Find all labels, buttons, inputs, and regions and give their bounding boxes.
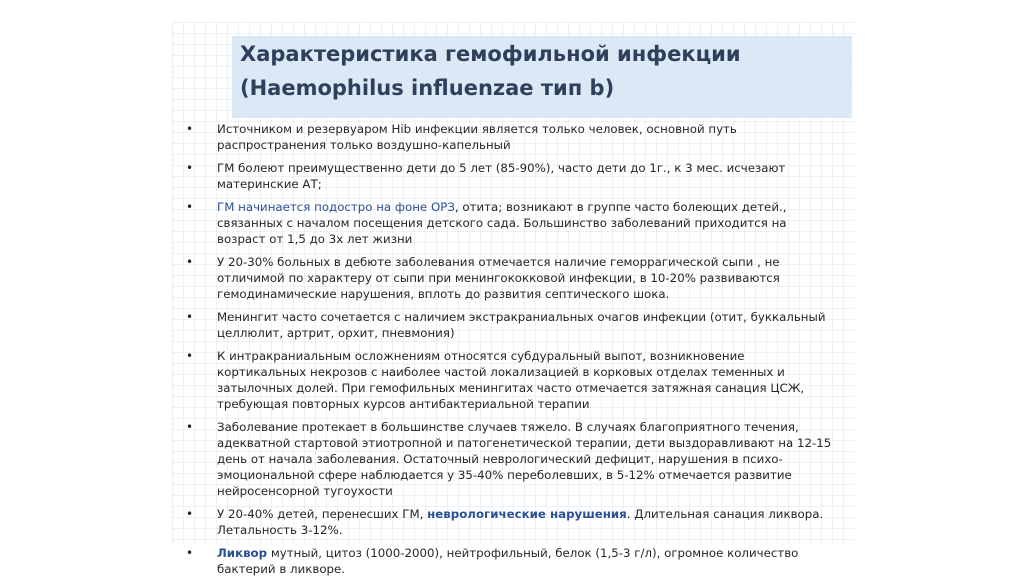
bullet-text-prefix: У 20-40% детей, перенесших ГМ, [217,507,428,521]
bullet-icon: • [186,507,194,521]
bullet-list [186,121,836,584]
bullet-icon: • [186,122,194,136]
bullet-item [186,121,836,153]
bullet-item [186,160,836,192]
bullet-item [186,348,836,412]
title-line-1: Характеристика гемофильной инфекции [240,42,741,66]
bullet-icon: • [186,546,194,560]
bullet-highlight: неврологические нарушения [427,507,627,521]
title-line-2: (Haemophilus influenzae тип b) [240,76,615,100]
bullet-text: Менингит часто сочетается с наличием экстракраниальных очагов инфекции (отит, буккальный целлюлит, артрит, орхит, пневмония) [217,310,826,340]
bullet-text: ГМ болеют преимущественно дети до 5 лет (85-90%), часто дети до 1г., к 3 мес. исчезают материнские АТ; [217,161,786,191]
bullet-icon: • [186,420,194,434]
bullet-icon: • [186,255,194,269]
bullet-text: Источником и резервуаром Hib инфекции является только человек, основной путь распространения только воздушно-капельный [217,122,737,152]
bullet-item [186,254,836,302]
slide-title [240,37,850,105]
bullet-text: мутный, цитоз (1000-2000), нейтрофильный, белок (1,5-3 г/л), огромное количество бактерий в ликворе. [217,546,799,576]
bullet-icon: • [186,200,194,214]
bullet-text: . Длительная санация ликвора. Летальность 3-12%. [217,507,824,537]
bullet-item [186,506,836,538]
bullet-item [186,545,836,577]
bullet-item [186,419,836,499]
bullet-icon: • [186,349,194,363]
bullet-text: У 20-30% больных в дебюте заболевания отмечается наличие геморрагической сыпи , не отличимой по характеру от сыпи при менингококковой инфекции, в 10-20% развиваются гемодинамические нарушения, вплоть до развития септического шока. [217,255,780,301]
bullet-highlight: ГМ начинается подостро на фоне ОРЗ [217,200,455,214]
bullet-text: Заболевание протекает в большинстве случаев тяжело. В случаях благоприятного течения, адекватной стартовой этиотропной и патогенетической терапии, дети выздоравливают на 12-15 день от начала заболевания. Остаточный неврологический дефицит, нарушения в психо-эмоциональной сфере наблюдается у 35-40% переболевших, в 5-12% отмечается развитие нейросенсорной тугоухости [217,420,832,498]
bullet-icon: • [186,310,194,324]
bullet-item [186,199,836,247]
bullet-text: , отита; возникают в группе часто болеющих детей., связанных с началом посещения детского сада. Большинство заболеваний приходится на возраст от 1,5 до 3х лет жизни [217,200,787,246]
bullet-highlight: Ликвор [217,546,268,560]
bullet-icon: • [186,161,194,175]
bullet-item [186,309,836,341]
bullet-text: К интракраниальным осложнениям относятся субдуральный выпот, возникновение кортикальных некрозов с наиболее частой локализацией в корковых отделах теменных и затылочных долей. При гемофильных менингитах часто отмечается затяжная санация ЦСЖ, требующая повторных курсов антибактериальной терапии [217,349,805,411]
